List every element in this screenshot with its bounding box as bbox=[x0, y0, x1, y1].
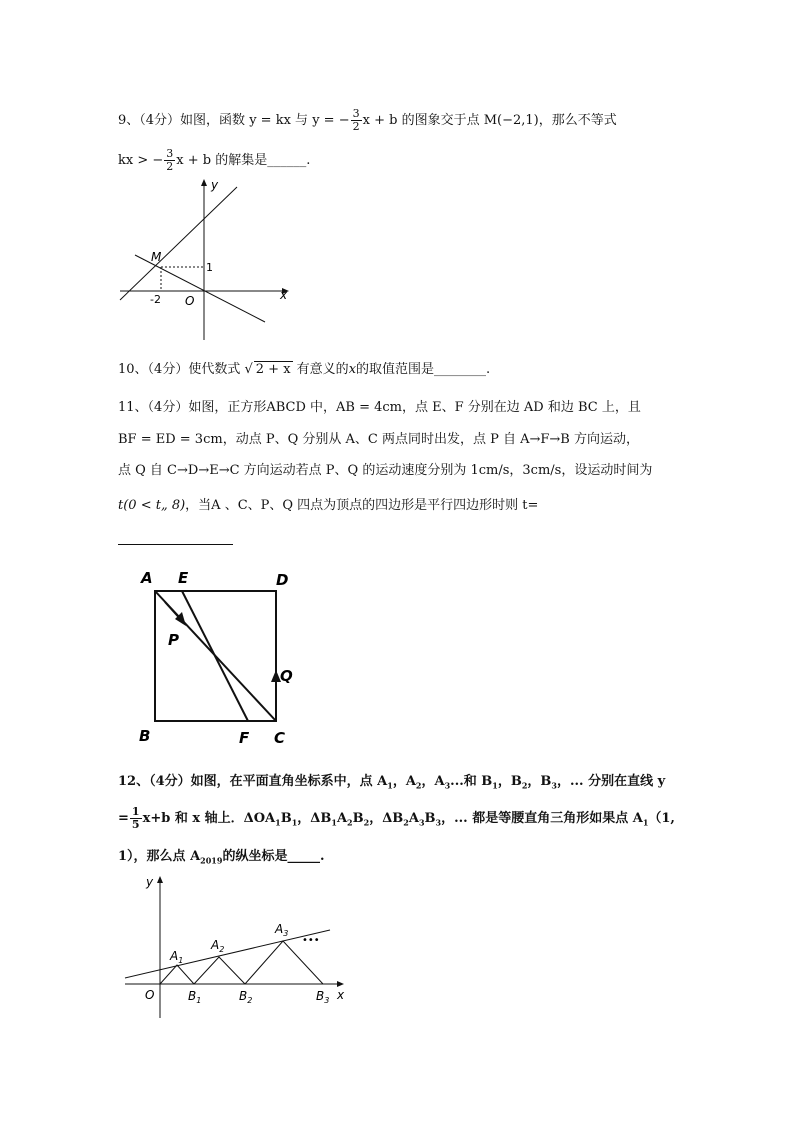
q11-label-e: E bbox=[178, 569, 189, 587]
q11-line4 bbox=[118, 494, 538, 513]
q12-y-arrow bbox=[157, 876, 163, 883]
q9-fraction bbox=[351, 108, 362, 133]
q12-sub: 1 bbox=[275, 817, 281, 828]
q11-text-e: ，当A 、C、P、Q 四点为顶点的四边形是平行四边形时则 t= bbox=[185, 498, 539, 513]
q12-text-q: （1, bbox=[648, 811, 675, 827]
q10-radicand: 2 + x bbox=[255, 362, 291, 377]
q11-label-p: P bbox=[168, 631, 179, 649]
q9-ineq-left: kx > − bbox=[118, 153, 164, 169]
q9-frac2-num: 3 bbox=[166, 147, 174, 160]
q12-label-a2-letter: A bbox=[211, 938, 220, 952]
q12-sub: 3 bbox=[551, 780, 557, 791]
q12-period: . bbox=[319, 849, 325, 864]
q11-answer-blank bbox=[118, 544, 233, 545]
q12-line1 bbox=[118, 770, 665, 791]
q12-text-c: ，A bbox=[421, 774, 445, 789]
q9-ineq-right: x + b bbox=[176, 153, 212, 169]
q12-sub: 2 bbox=[403, 817, 409, 828]
q12-label-b1 bbox=[188, 989, 201, 1005]
q12-frac-den: 5 bbox=[131, 818, 140, 832]
q12-label-a1-sub: 1 bbox=[178, 956, 184, 965]
q12-text-k: A bbox=[336, 811, 348, 827]
q9-frac-num: 3 bbox=[352, 107, 360, 120]
q9-fraction-2 bbox=[164, 148, 175, 173]
q12-label-b3-sub: 3 bbox=[324, 996, 330, 1005]
q9-line2 bbox=[118, 148, 310, 173]
q11-label-f: F bbox=[239, 729, 250, 747]
q10-period: . bbox=[486, 362, 491, 377]
q12-x-label: x bbox=[337, 988, 345, 1002]
q12-sub: 3 bbox=[444, 780, 451, 791]
q12-text-m: ，ΔB bbox=[369, 811, 404, 827]
q12-text-a: 12、（4分）如图，在平面直角坐标系中，点 A bbox=[118, 774, 388, 789]
q12-text-g: ，... 分别在直线 y bbox=[557, 774, 666, 789]
q12-triangle-2 bbox=[194, 957, 245, 984]
q9-formula-1: y = kx bbox=[249, 113, 291, 129]
q12-sub: 1 bbox=[642, 817, 649, 828]
q12-text-l: B bbox=[352, 811, 364, 827]
q9-x-label: x bbox=[280, 288, 288, 302]
q9-formula-2: y = − bbox=[312, 113, 350, 129]
q11-text-d: 点 Q 自 C→D→E→C 方向运动若点 P、Q 的运动速度分别为 1cm/s，3cm/s，设运动时间为 bbox=[118, 463, 653, 478]
q11-segment-ef bbox=[182, 591, 248, 721]
q9-m-label: M bbox=[151, 250, 162, 264]
q11-line2 bbox=[118, 428, 639, 447]
q11-label-c: C bbox=[274, 729, 286, 747]
q12-label-b2-sub: 2 bbox=[247, 996, 253, 1005]
q9-line-kx bbox=[120, 187, 237, 300]
q12-line3 bbox=[118, 845, 324, 866]
q12-graph bbox=[115, 868, 355, 1028]
q12-sub: 2 bbox=[347, 817, 353, 828]
q12-sub: 2 bbox=[363, 817, 370, 828]
q12-text-b: ，A bbox=[392, 774, 416, 789]
q9-text-a: 9、（4分）如图，函数 bbox=[118, 113, 246, 129]
q9-one-label: 1 bbox=[206, 261, 213, 274]
q9-y-label: y bbox=[211, 178, 219, 192]
q11-line3 bbox=[118, 459, 652, 478]
q12-text-o: B bbox=[424, 811, 436, 827]
q12-sub: 1 bbox=[331, 817, 337, 828]
q12-sub: 3 bbox=[418, 817, 425, 828]
q9-frac2-den: 2 bbox=[166, 160, 174, 174]
q12-origin-label: O bbox=[145, 988, 155, 1002]
q11-label-a: A bbox=[141, 569, 153, 587]
q10-sqrt: √ 2 + x bbox=[244, 362, 291, 377]
q11-line1 bbox=[118, 396, 641, 415]
q12-fraction bbox=[130, 806, 142, 831]
q10-variable: x bbox=[348, 362, 357, 377]
q12-sub: 1 bbox=[387, 780, 393, 791]
q9-point: M(−2,1) bbox=[483, 113, 539, 129]
q9-origin-label: O bbox=[185, 294, 195, 308]
q11-eq-ab: AB = 4cm bbox=[336, 400, 402, 415]
q9-formula-3: x + b bbox=[362, 113, 398, 129]
q12-text-i: B bbox=[280, 811, 292, 827]
q12-x-arrow bbox=[337, 981, 344, 987]
q12-label-a1-letter: A bbox=[170, 949, 179, 963]
q10-text-a: 10、（4分）使代数式 bbox=[118, 362, 241, 377]
q12-sub: 2 bbox=[415, 780, 422, 791]
q9-line-b bbox=[135, 255, 265, 322]
q12-label-a1 bbox=[169, 949, 183, 965]
q12-text-j: ，ΔB bbox=[297, 811, 332, 827]
q12-label-a3 bbox=[274, 922, 288, 938]
q9-period: . bbox=[306, 153, 311, 169]
q11-label-b: B bbox=[139, 727, 151, 745]
q10-text-b: 有意义的 bbox=[296, 362, 349, 377]
q12-label-b3 bbox=[316, 989, 329, 1005]
q12-y-label: y bbox=[146, 875, 154, 889]
q9-frac-den: 2 bbox=[352, 120, 360, 134]
q12-text-f: ，B bbox=[527, 774, 552, 789]
q12-label-a2 bbox=[210, 938, 224, 954]
q11-eq-bf: BF = ED = 3cm bbox=[118, 432, 223, 447]
q12-text-s: 的纵坐标是 bbox=[222, 849, 288, 864]
q12-sub: 2019 bbox=[200, 855, 223, 866]
q11-label-q: Q bbox=[280, 667, 293, 685]
q12-line2 bbox=[118, 806, 675, 831]
q12-label-b2 bbox=[239, 989, 252, 1005]
q12-sub: 3 bbox=[435, 817, 442, 828]
q9-line1 bbox=[118, 108, 617, 133]
q10-answer-blank: ________ bbox=[434, 362, 487, 377]
q12-ellipsis: ••• bbox=[302, 935, 320, 946]
q9-y-arrow bbox=[201, 179, 207, 186]
q12-text-d: ...和 B bbox=[450, 774, 493, 789]
q11-text-b: ，点 E、F 分别在边 AD 和边 BC 上，且 bbox=[401, 400, 641, 415]
q12-label-a2-sub: 2 bbox=[219, 945, 225, 954]
q9-text-b: 与 bbox=[295, 113, 309, 129]
q9-answer-blank: ______ bbox=[267, 153, 307, 169]
q11-figure bbox=[135, 565, 305, 750]
q12-label-b3-letter: B bbox=[316, 989, 325, 1003]
q12-text-e: ，B bbox=[497, 774, 522, 789]
q9-graph bbox=[115, 175, 295, 345]
q12-label-b2-letter: B bbox=[239, 989, 248, 1003]
q12-equals: = bbox=[118, 811, 129, 827]
q12-label-a3-sub: 3 bbox=[283, 929, 289, 938]
q9-text-d: ，那么不等式 bbox=[538, 113, 617, 129]
q12-text-r: 1），那么点 A bbox=[118, 849, 201, 864]
q12-answer-blank: _____ bbox=[287, 849, 320, 864]
q12-label-a3-letter: A bbox=[275, 922, 284, 936]
q9-text-e: 的解集是 bbox=[215, 153, 268, 169]
q12-sub: 1 bbox=[492, 780, 498, 791]
q12-triangle-1 bbox=[160, 965, 194, 984]
q12-text-n: A bbox=[408, 811, 419, 827]
q12-text-p: ，... 都是等腰直角三角形如果点 A bbox=[441, 811, 643, 827]
q11-text-a: 11、（4分）如图，正方形ABCD 中， bbox=[118, 400, 336, 415]
q12-line-y bbox=[125, 930, 330, 978]
q12-label-b1-sub: 1 bbox=[196, 996, 202, 1005]
q9-neg2-label: -2 bbox=[150, 293, 161, 306]
q12-frac-num: 1 bbox=[131, 805, 140, 818]
q11-time-range: t(0 < t„ 8) bbox=[118, 498, 186, 513]
q12-sub: 1 bbox=[291, 817, 298, 828]
q12-label-b1-letter: B bbox=[188, 989, 197, 1003]
q12-text-h: x+b 和 x 轴上．ΔOA bbox=[142, 811, 276, 827]
q10-text-c: 的取值范围是 bbox=[356, 362, 435, 377]
q9-text-c: 的图象交于点 bbox=[401, 113, 480, 129]
q11-label-d: D bbox=[276, 571, 289, 589]
q10-line bbox=[118, 358, 490, 377]
q11-text-c: ，动点 P、Q 分别从 A、C 两点同时出发，点 P 自 A→F→B 方向运动， bbox=[222, 432, 639, 447]
q12-sub: 2 bbox=[521, 780, 528, 791]
